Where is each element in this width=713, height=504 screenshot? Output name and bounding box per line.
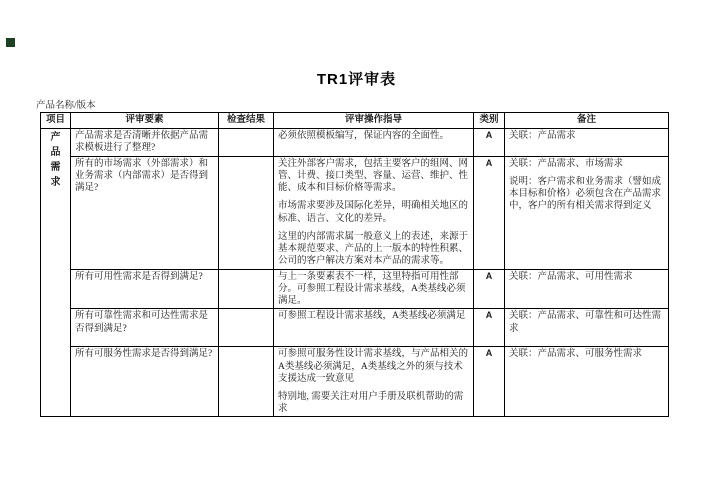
element-cell: 所有可服务性需求是否得到满足? (71, 347, 219, 417)
remark-cell: 关联：产品需求 (505, 129, 669, 157)
table-row (41, 309, 669, 347)
element-cell: 产品需求是否清晰并依据产品需求模板进行了整理? (71, 129, 219, 157)
check-result-cell (219, 270, 274, 309)
header-remark: 备注 (505, 113, 669, 129)
element-cell: 所有的市场需求（外部需求）和业务需求（内部需求）是否得到满足? (71, 157, 219, 270)
table-row (41, 129, 669, 157)
guidance-cell: 关注外部客户需求，包括主要客户的组网、网管、计费、接口类型、容量、运营、维护、性能、成本和目标价格等需求。 市场需求要涉及国际化差异，明确相关地区的标准、语言、文化的差异。 这里的内部需求属一般意义上的表述，来源于基本规范要求、产品的上一版本的特性积累、公司的客户解决方案对本产品的需求等。 (274, 157, 474, 270)
category-cell: A (474, 270, 505, 309)
category-cell: A (474, 347, 505, 417)
guidance-cell: 必须依照模板编写，保证内容的全面性。 (274, 129, 474, 157)
header-item: 项目 (41, 113, 71, 129)
item-group-cell (41, 129, 71, 417)
header-check-result: 检查结果 (219, 113, 274, 129)
guidance-cell: 可参照可服务性设计需求基线，与产品相关的A类基线必须满足，A类基线之外的须与技术支援达成一致意见 特别地, 需要关注对用户手册及联机帮助的需求 (274, 347, 474, 417)
guidance-cell: 可参照工程设计需求基线，A类基线必须满足 (274, 309, 474, 347)
header-guidance: 评审操作指导 (274, 113, 474, 129)
check-result-cell (219, 129, 274, 157)
category-cell: A (474, 157, 505, 270)
item-group-label: 产品需求 (50, 132, 61, 188)
category-cell: A (474, 129, 505, 157)
table-row (41, 157, 669, 270)
element-cell: 所有可靠性需求和可达性需求是否得到满足? (71, 309, 219, 347)
table-row (41, 347, 669, 417)
check-result-cell (219, 157, 274, 270)
check-result-cell (219, 347, 274, 417)
remark-cell: 关联：产品需求、市场需求 说明：客户需求和业务需求（譬如成本目标和价格）必须包含在产品需求中，客户的所有相关需求得到定义 (505, 157, 669, 270)
header-element: 评审要素 (71, 113, 219, 129)
element-cell: 所有可用性需求是否得到满足? (71, 270, 219, 309)
guidance-cell: 与上一条要素表不一样，这里特指可用性部分。可参照工程设计需求基线，A类基线必须满足。 (274, 270, 474, 309)
product-name-version-label: 产品名称/版本 (36, 101, 96, 111)
review-table (40, 112, 669, 417)
table-header-row (41, 113, 669, 129)
category-cell: A (474, 309, 505, 347)
check-result-cell (219, 309, 274, 347)
remark-cell: 关联：产品需求、可用性需求 (505, 270, 669, 309)
remark-cell: 关联：产品需求、可服务性需求 (505, 347, 669, 417)
remark-cell: 关联：产品需求、可靠性和可达性需求 (505, 309, 669, 347)
page-title: TR1评审表 (316, 71, 397, 88)
corner-mark (6, 38, 15, 47)
header-category: 类别 (474, 113, 505, 129)
table-row (41, 270, 669, 309)
